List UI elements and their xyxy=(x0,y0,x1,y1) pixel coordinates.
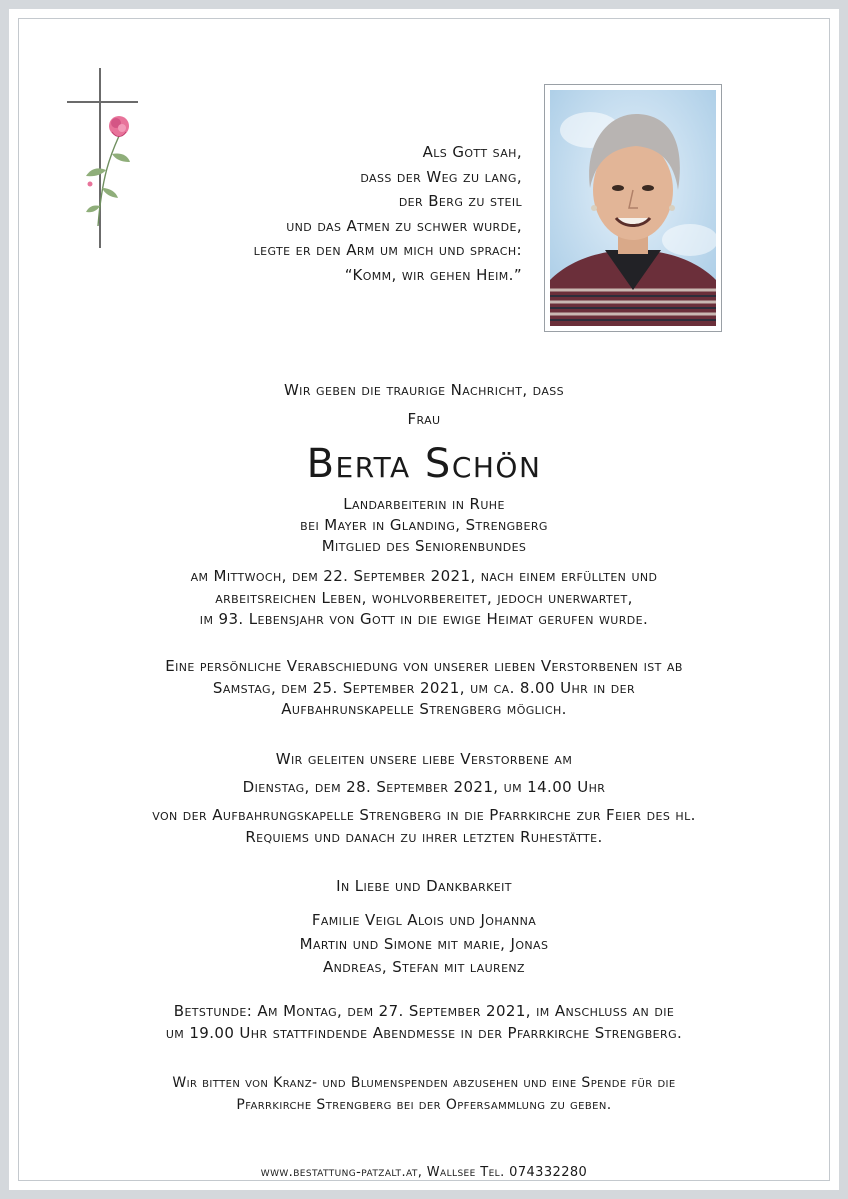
salutation: Frau xyxy=(407,410,441,428)
titles xyxy=(60,494,788,557)
farewell-line: Samstag, dem 25. September 2021, um ca. 8.00 Uhr in der xyxy=(212,678,636,697)
funeral-line: von der Aufbahrungskapelle Strengberg in die Pfarrkirche zur Feier des hl. xyxy=(152,806,696,824)
death-line: im 93. Lebensjahr von Gott in die ewige Heimat gerufen wurde. xyxy=(199,610,649,628)
funeral-line: Requiems und danach zu ihrer letzten Ruhestätte. xyxy=(245,827,603,846)
family-list xyxy=(60,909,788,980)
poem-line: legte er den Arm um mich und sprach: xyxy=(253,241,522,259)
prayer-paragraph xyxy=(60,1001,788,1044)
donation-line: Wir bitten von Kranz- und Blumenspenden abzusehen und eine Spende für die xyxy=(172,1075,676,1091)
cross-with-rose-icon xyxy=(62,66,142,251)
deceased-name: Berta Schön xyxy=(306,441,542,487)
poem-line: Als Gott sah, xyxy=(422,143,522,161)
farewell-line: Eine persönliche Verabschiedung von unserer lieben Verstorbenen ist ab xyxy=(165,657,683,675)
family-line: Andreas, Stefan mit laurenz xyxy=(323,958,525,976)
intro-text: Wir geben die traurige Nachricht, dass xyxy=(283,381,565,399)
prayer-line: um 19.00 Uhr stattfindende Abendmesse in der Pfarrkirche Strengberg. xyxy=(165,1023,683,1042)
poem-line: der Berg zu steil xyxy=(398,192,522,210)
title-line: Mitglied des Seniorenbundes xyxy=(321,537,527,555)
poem xyxy=(150,140,522,287)
prayer-line: Betstunde: Am Montag, dem 27. September 2021, im Anschluss an die xyxy=(173,1002,675,1020)
death-line: arbeitsreichen Leben, wohlvorbereitet, jedoch unerwartet, xyxy=(215,588,633,607)
title-line: bei Mayer in Glanding, Strengberg xyxy=(300,516,548,534)
family-line: Familie Veigl Alois und Johanna xyxy=(311,911,537,929)
farewell-line: Aufbahrunskapelle Strengberg möglich. xyxy=(281,700,567,718)
donation-paragraph xyxy=(60,1073,788,1116)
funeral-intro: Wir geleiten unsere liebe Verstorbene am xyxy=(275,750,573,768)
family-line: Martin und Simone mit marie, Jonas xyxy=(299,934,549,953)
poem-line: “Komm, wir gehen Heim.” xyxy=(344,265,522,284)
death-paragraph xyxy=(60,566,788,631)
death-line: am Mittwoch, dem 22. September 2021, nach einem erfüllten und xyxy=(190,567,658,585)
title-line: Landarbeiterin in Ruhe xyxy=(343,495,505,513)
portrait-image xyxy=(550,90,716,326)
portrait-photo xyxy=(544,84,722,332)
poem-line: und das Atmen zu schwer wurde, xyxy=(286,216,522,235)
closing-text: In Liebe und Dankbarkeit xyxy=(336,877,512,895)
farewell-paragraph xyxy=(60,656,788,721)
donation-line: Pfarrkirche Strengberg bei der Opfersammlung zu geben. xyxy=(236,1096,612,1113)
poem-line: dass der Weg zu lang, xyxy=(360,167,522,186)
funeral-date: Dienstag, dem 28. September 2021, um 14.00 Uhr xyxy=(242,778,606,796)
funeral-paragraph xyxy=(60,805,788,848)
footer-contact: www.bestattung-patzalt.at, Wallsee Tel. 074332280 xyxy=(260,1165,588,1180)
